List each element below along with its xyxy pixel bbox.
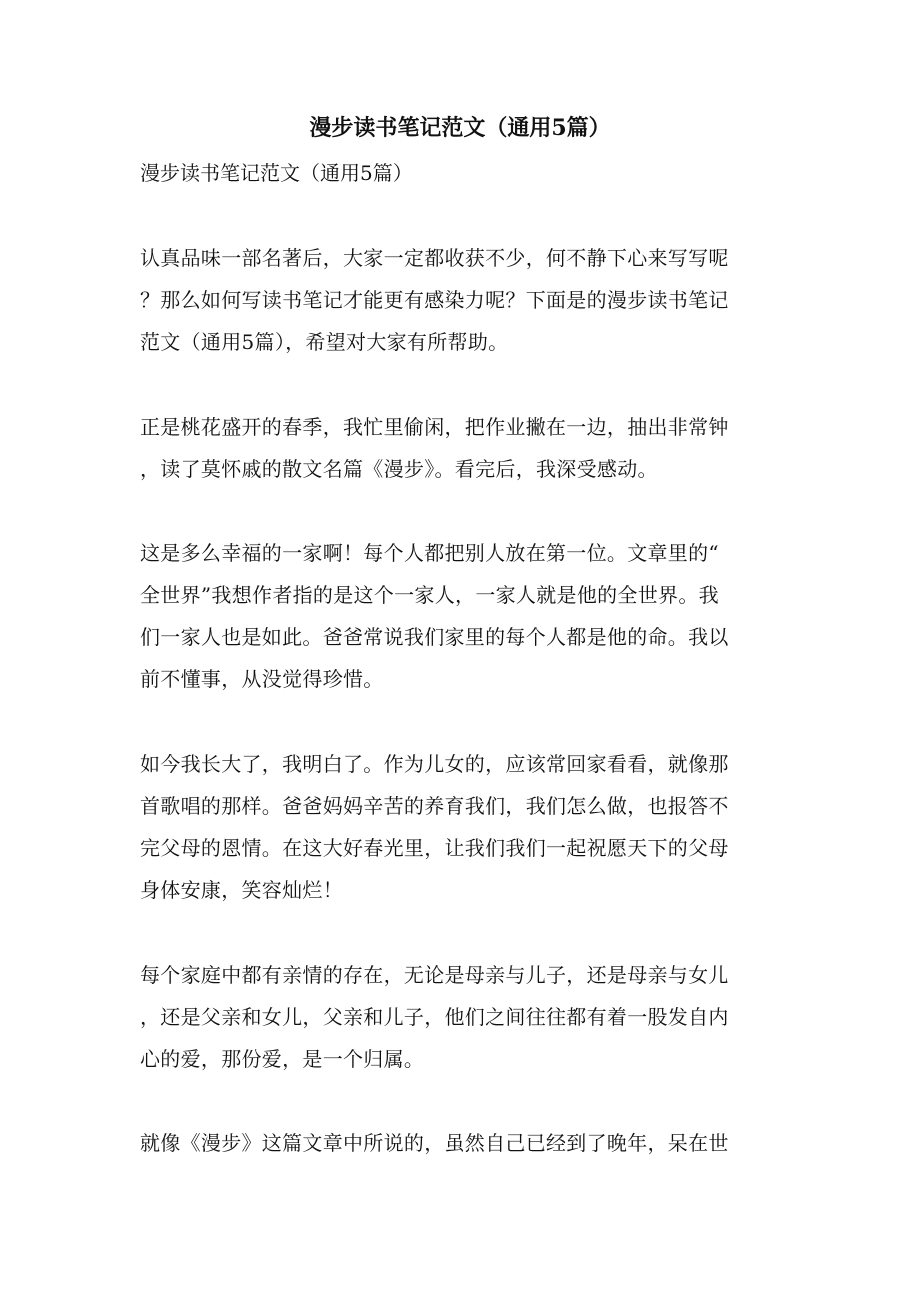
text-line: 完父母的恩情。在这大好春光里，让我们我们一起祝愿天下的父母 (140, 836, 729, 860)
text-line: 心的爱，那份爱，是一个归属。 (140, 1047, 425, 1071)
text-line: 身体安康，笑容灿烂！ (140, 878, 343, 902)
text-line: 全世界”我想作者指的是这个一家人，一家人就是他的全世界。我 (140, 583, 719, 607)
document-title: 漫步读书笔记范文（通用5篇） (309, 115, 611, 141)
text-line: 这是多么幸福的一家啊！每个人都把别人放在第一位。文章里的“ (140, 541, 719, 565)
document-subtitle: 漫步读书笔记范文（通用5篇） (140, 161, 413, 185)
text-line: 如今我长大了，我明白了。作为儿女的，应该常回家看看，就像那 (140, 752, 729, 776)
paragraph-spring (140, 406, 780, 490)
text-line: 首歌唱的那样。爸爸妈妈辛苦的养育我们，我们怎么做，也报答不 (140, 794, 729, 818)
text-line: ？那么如何写读书笔记才能更有感染力呢？下面是的漫步读书笔记 (140, 288, 729, 312)
paragraph-grown-up (140, 743, 780, 911)
text-line: ，读了莫怀戚的散文名篇《漫步》。看完后，我深受感动。 (140, 457, 658, 481)
text-line: 范文（通用5篇），希望对大家有所帮助。 (140, 330, 509, 354)
paragraph-affection (140, 954, 780, 1080)
text-line: 前不懂事，从没觉得珍惜。 (140, 667, 384, 691)
text-line: 每个家庭中都有亲情的存在，无论是母亲与儿子，还是母亲与女儿 (140, 963, 729, 987)
text-line: 就像《漫步》这篇文章中所说的，虽然自己已经到了晚年，呆在世 (140, 1131, 729, 1155)
paragraph-intro (140, 237, 780, 363)
paragraph-stroll (140, 1122, 780, 1164)
paragraph-family (140, 532, 780, 700)
text-line: 们一家人也是如此。爸爸常说我们家里的每个人都是他的命。我以 (140, 625, 729, 649)
text-line: 认真品味一部名著后，大家一定都收获不少，何不静下心来写写呢 (140, 246, 729, 270)
text-line: 正是桃花盛开的春季，我忙里偷闲，把作业撇在一边，抽出非常钟 (140, 415, 729, 439)
text-line: ，还是父亲和女儿，父亲和儿子，他们之间往往都有着一股发自内 (140, 1005, 729, 1029)
